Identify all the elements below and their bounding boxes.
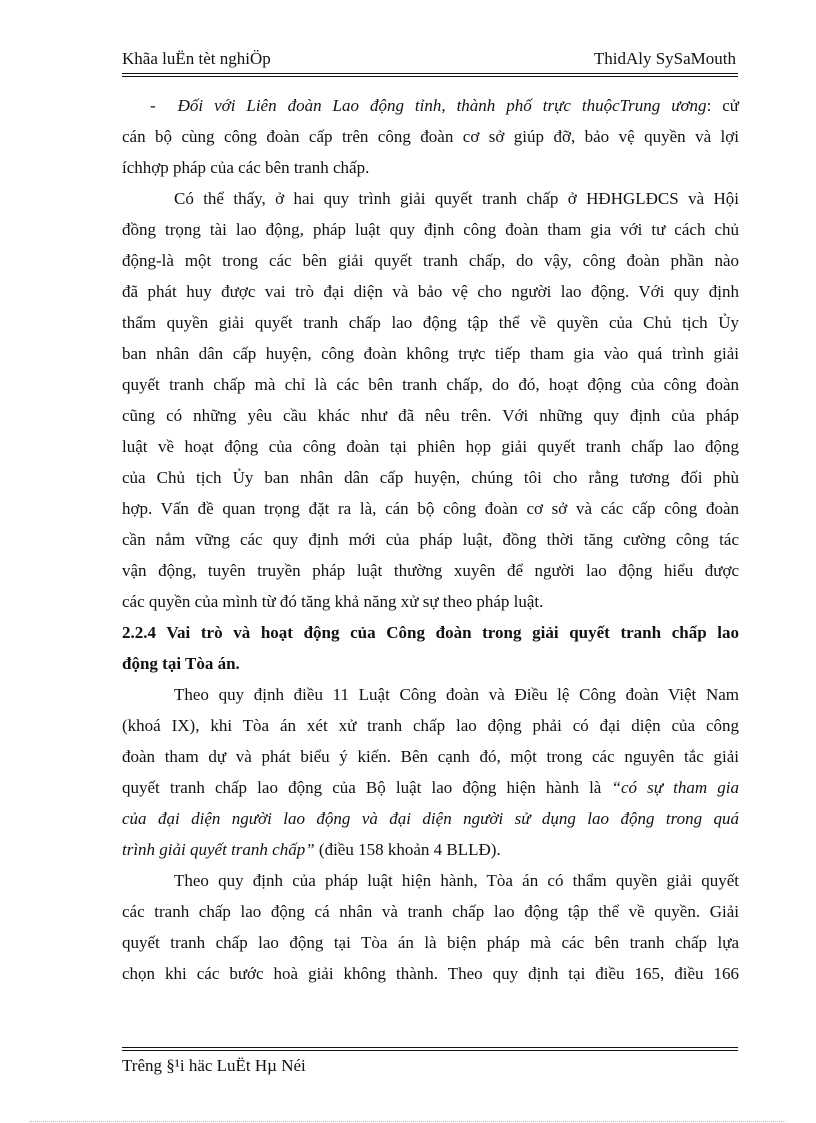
paragraph-2-line: hợp. Vấn đề quan trọng đặt ra là, cán bộ công đoàn cơ sở và các cấp công đoàn <box>122 499 739 518</box>
paragraph-1-line-2: cán bộ cùng công đoàn cấp trên công đoàn cơ sở giúp đỡ, bảo vệ quyền và lợi <box>122 127 739 146</box>
paragraph-2-line: đồng trọng tài lao động, pháp luật quy định công đoàn tham gia với tư cách chủ <box>122 220 739 239</box>
citation: (điều 158 khoản 4 BLLĐ). <box>314 840 501 859</box>
paragraph-2-line: động-là một trong các bên giải quyết tranh chấp, do vậy, công đoàn phần nào <box>122 251 739 270</box>
paragraph-2-line: vận động, tuyên truyền pháp luật thường xuyên để người lao động hiểu được <box>122 561 739 580</box>
quote-start: “có sự tham gia <box>601 778 739 797</box>
paragraph-3-line-5: của đại diện người lao động và đại diện người sử dụng lao động trong quá <box>122 809 739 828</box>
paragraph-3-line-4 <box>122 772 739 803</box>
paragraph-4-line: chọn khi các bước hoà giải không thành. Theo quy định tại điều 165, điều 166 <box>122 964 739 983</box>
paragraph-3-line-6 <box>122 834 739 865</box>
paragraph-2-line: cần nắm vững các quy định mới của pháp luật, đồng thời tăng cường công tác <box>122 530 739 549</box>
paragraph-2-line: đã phát huy được vai trò đại diện và bảo vệ cho người lao động. Với quy định <box>122 282 739 301</box>
paragraph-1-lead: Đối với Liên đoàn Lao động tỉnh, thành phố trực thuộcTrung ương <box>177 96 707 115</box>
paragraph-2-line: quyết tranh chấp mà chỉ là các bên tranh chấp, do đó, hoạt động của công đoàn <box>122 375 739 394</box>
paragraph-3-line-4-text: quyết tranh chấp lao động của Bộ luật lao động hiện hành là <box>122 778 602 797</box>
page-header <box>122 47 738 73</box>
paragraph-3-line-3: đoàn tham dự và phát biểu ý kiến. Bên cạnh đó, một trong các nguyên tắc giải <box>122 747 739 766</box>
paragraph-2-line: ban nhân dân cấp huyện, công đoàn không trực tiếp tham gia vào quá trình giải <box>122 344 739 363</box>
page-footer: Trêng §¹i häc LuËt Hµ Néi <box>122 1056 306 1075</box>
list-dash: - <box>150 96 156 115</box>
paragraph-4-line: quyết tranh chấp lao động tại Tòa án là biện pháp mà các bên tranh chấp lựa <box>122 933 739 952</box>
section-heading-line-1: 2.2.4 Vai trò và hoạt động của Công đoàn trong giải quyết tranh chấp lao <box>122 623 739 642</box>
paragraph-3-line-2: (khoá IX), khi Tòa án xét xử tranh chấp lao động phải có đại diện của công <box>122 716 739 735</box>
footer-rule <box>122 1050 738 1051</box>
header-rule <box>122 73 738 74</box>
section-heading-line-2: động tại Tòa án. <box>122 654 240 673</box>
paragraph-4-line: các tranh chấp lao động cá nhân và tranh chấp lao động tập thể về quyền. Giải <box>122 902 739 921</box>
header-rule-thin <box>122 76 738 77</box>
paragraph-2-line: luật về hoạt động của công đoàn tại phiên họp giải quyết tranh chấp lao động <box>122 437 739 456</box>
paragraph-2-line: thẩm quyền giải quyết tranh chấp lao động tập thể về quyền của Chủ tịch Ủy <box>122 313 739 332</box>
header-left-title: Khãa luËn tèt nghiÖp <box>122 49 271 68</box>
paragraph-1-lead-tail: : cử <box>706 96 740 115</box>
paragraph-2-line: các quyền của mình từ đó tăng khả năng xử sự theo pháp luật. <box>122 592 544 611</box>
document-body <box>122 90 739 989</box>
page-edge-dotted-line <box>30 1121 786 1122</box>
paragraph-3-line-1: Theo quy định điều 11 Luật Công đoàn và Điều lệ Công đoàn Việt Nam <box>174 685 739 704</box>
paragraph-4-line: Theo quy định của pháp luật hiện hành, Tòa án có thẩm quyền giải quyết <box>174 871 739 890</box>
paragraph-2-line: cũng có những yêu cầu khác như đã nêu trên. Với những quy định của pháp <box>122 406 739 425</box>
paragraph-2-line: của Chủ tịch Ủy ban nhân dân cấp huyện, chúng tôi cho rằng tương đối phù <box>122 468 739 487</box>
footer-rule-thin <box>122 1047 738 1048</box>
header-author: ThidAly SySaMouth <box>593 49 736 68</box>
paragraph-1-line-1 <box>122 90 739 121</box>
paragraph-2-line: Có thể thấy, ở hai quy trình giải quyết tranh chấp ở HĐHGLĐCS và Hội <box>174 189 739 208</box>
quote-end: trình giải quyết tranh chấp” <box>122 840 315 859</box>
paragraph-1-line-3: íchhợp pháp của các bên tranh chấp. <box>122 158 370 177</box>
